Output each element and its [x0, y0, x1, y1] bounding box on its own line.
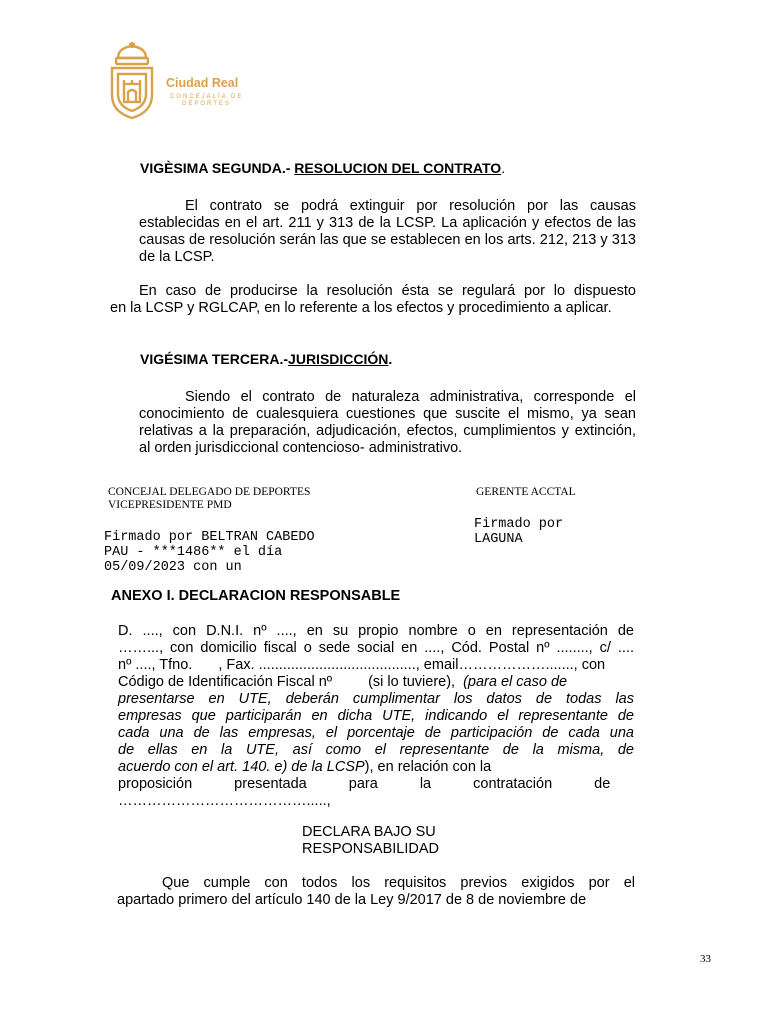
annex-line-4 — [118, 674, 634, 691]
section-22-paragraph-2-line-2: en la LCSP y RGLCAP, en lo referente a los efectos y procedimiento a aplicar. — [110, 300, 612, 316]
right-signature-line-2: LAGUNA — [474, 532, 523, 547]
ciudad-real-emblem-icon — [104, 40, 160, 120]
city-logo — [104, 40, 244, 120]
annex-line-9-rest: ), en relación con la — [364, 759, 492, 775]
final-paragraph-line-2: apartado primero del artículo 140 de la Ley 9/2017 de 8 de noviembre de — [117, 892, 587, 908]
section-22-paragraph-2-line-1: En caso de producirse la resolución ésta se regulará por lo dispuesto — [139, 283, 636, 299]
annex-title: ANEXO I. DECLARACION RESPONSABLE — [111, 588, 401, 604]
section-22-heading-prefix: VIGÈSIMA SEGUNDA.- — [140, 160, 295, 176]
annex-italic-line-2: empresas que participarán en dicha UTE, indicando el representante de — [118, 708, 634, 724]
section-23-heading-suffix: . — [388, 351, 393, 367]
right-signature-line-1: Firmado por — [474, 517, 564, 532]
logo-subtitle-1: CONCEJALÍA DE — [170, 94, 244, 100]
annex-line-4-italic: (para el caso de — [463, 674, 568, 690]
section-22-heading-title: RESOLUCION DEL CONTRATO — [294, 160, 502, 176]
annex-line-10 — [118, 776, 634, 793]
annex-italic-line-3: cada una de las empresas, el porcentaje de participación de cada una — [118, 725, 634, 741]
section-23-heading-title: JURISDICCIÓN — [288, 351, 389, 367]
page-number: 33 — [700, 953, 711, 965]
annex-line-2: ……..., con domicilio fiscal o sede social en ...., Cód. Postal nº ........, c/ .... — [118, 640, 634, 656]
annex-italic-line-1: presentarse en UTE, deberán cumplimentar los datos de todas las — [118, 691, 634, 707]
right-signer-title: GERENTE ACCTAL — [476, 486, 576, 498]
annex-line-3-rest: , Fax. ......................................., email………………......., con — [218, 657, 606, 673]
left-signer-title-2: VICEPRESIDENTE PMD — [108, 499, 232, 511]
annex-line-1: D. ...., con D.N.I. nº ...., en su propio nombre o en representación de — [118, 623, 634, 639]
left-signer-title-1: CONCEJAL DELEGADO DE DEPORTES — [108, 486, 311, 498]
annex-line-3 — [118, 657, 634, 674]
logo-name: Ciudad Real — [166, 76, 239, 90]
final-paragraph-line-1: Que cumple con todos los requisitos previos exigidos por el — [162, 875, 635, 891]
left-signature-line-1: Firmado por BELTRAN CABEDO — [104, 530, 315, 545]
annex-line-10-text: proposición presentada para la contratación de — [118, 776, 611, 792]
annex-line-11: …………………………………....., — [118, 793, 331, 809]
annex-line-4-optional: (si lo tuviere), — [368, 674, 456, 690]
logo-subtitle-2: DEPORTES — [182, 101, 231, 107]
section-22-heading-suffix: . — [501, 160, 506, 176]
annex-line-9-italic: acuerdo con el art. 140. e) de la LCSP — [118, 759, 365, 775]
annex-line-4-cif: Código de Identificación Fiscal nº — [118, 674, 333, 690]
annex-line-3-phone: nº ...., Tfno. — [118, 657, 193, 673]
declara-heading-2: RESPONSABILIDAD — [302, 841, 439, 857]
left-signature-line-3: 05/09/2023 con un — [104, 560, 242, 575]
section-22-paragraph-1-text: El contrato se podrá extinguir por resolución por las causas establecidas en el art. 211 y 313 de la LCSP. La aplicación y efectos de las causas de resolución serán las que se establecen en los arts. 212, 213 y 313 de la LCSP. — [139, 198, 636, 265]
annex-line-9 — [118, 759, 634, 776]
declara-heading-1: DECLARA BAJO SU — [302, 824, 436, 840]
section-23-heading — [140, 351, 392, 367]
section-23-paragraph — [139, 389, 636, 457]
section-23-heading-prefix: VIGÉSIMA TERCERA.- — [140, 351, 289, 367]
left-signature-line-2: PAU - ***1486** el día — [104, 545, 283, 560]
section-23-paragraph-text: Siendo el contrato de naturaleza administrativa, corresponde el conocimiento de cualesquiera cuestiones que suscite el mismo, ya sean relativas a la preparación, adjudicación, efectos, cumplimientos y extinción, al orden jurisdiccional contencioso- administrativo. — [139, 389, 636, 456]
section-22-heading — [140, 160, 505, 176]
section-22-paragraph-1 — [139, 198, 636, 266]
annex-italic-line-4: de ellas en la UTE, así como el representante de la misma, de — [118, 742, 634, 758]
